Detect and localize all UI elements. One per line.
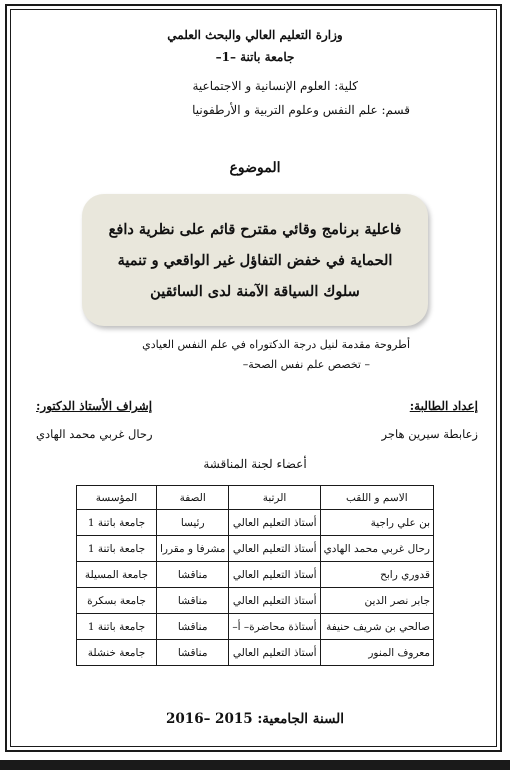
member-institution: جامعة باتنة 1 (77, 614, 157, 640)
member-role: مناقشا (156, 640, 228, 666)
academic-year: السنة الجامعية: 2015 –2016 (166, 711, 344, 727)
member-institution: جامعة خنشلة (77, 640, 157, 666)
thesis-title-box (82, 194, 428, 326)
member-rank: أستاذ التعليم العالي (229, 536, 320, 562)
student-name: زعابطة سيرين هاجر (381, 427, 478, 441)
header-name: الاسم و اللقب (320, 486, 433, 510)
member-name: رحال غربي محمد الهادي (320, 536, 433, 562)
jury-header-row (77, 486, 434, 510)
member-role: مناقشا (156, 562, 228, 588)
thesis-degree: أطروحة مقدمة لنيل درجة الدكتوراه في علم النفس العيادي (142, 338, 410, 351)
member-name: بن علي راجية (320, 510, 433, 536)
bottom-bar (0, 760, 510, 770)
member-role: مشرفا و مقررا (156, 536, 228, 562)
member-name: صالحي بن شريف حنيفة (320, 614, 433, 640)
table-row (77, 510, 434, 536)
member-name: جابر نصر الدين (320, 588, 433, 614)
member-name: قدوري رابح (320, 562, 433, 588)
thesis-description (142, 335, 410, 375)
member-institution: جامعة بسكرة (77, 588, 157, 614)
department-name: قسم: علم النفس وعلوم التربية و الأرطفونيا (192, 103, 410, 117)
member-role: مناقشا (156, 588, 228, 614)
jury-table (76, 485, 434, 666)
ministry-name: وزارة التعليم العالي والبحث العلمي (167, 28, 343, 42)
supervised-by-label: إشراف الأستاذ الدكتور: (36, 399, 153, 413)
title-line: سلوك السياقة الآمنة لدى السائقين (150, 282, 360, 300)
supervisor-name: رحال غربي محمد الهادي (36, 427, 153, 441)
member-rank: أستاذ التعليم العالي (229, 562, 320, 588)
header-role: الصفة (156, 486, 228, 510)
member-institution: جامعة باتنة 1 (77, 510, 157, 536)
prepared-by-label: إعداد الطالبة: (409, 399, 478, 413)
header-rank: الرتبة (229, 486, 320, 510)
institution-header (0, 24, 510, 68)
table-row (77, 536, 434, 562)
table-row (77, 588, 434, 614)
member-name: معروف المنور (320, 640, 433, 666)
member-rank: أستاذة محاضرة– أ– (229, 614, 320, 640)
member-role: رئيسا (156, 510, 228, 536)
jury-title: أعضاء لجنة المناقشة (203, 457, 307, 471)
member-rank: أستاذ التعليم العالي (229, 640, 320, 666)
member-institution: جامعة المسيلة (77, 562, 157, 588)
title-line: الحماية في خفض التفاؤل غير الواقعي و تنمية (117, 251, 393, 269)
header-institution: المؤسسة (77, 486, 157, 510)
table-row (77, 614, 434, 640)
table-row (77, 562, 434, 588)
thesis-specialty: – تخصص علم نفس الصحة– (242, 358, 370, 371)
university-name: جامعة باتنة –1– (215, 50, 295, 64)
title-line: فاعلية برنامج وقائي مقترح قائم على نظرية دافع (108, 220, 402, 238)
member-role: مناقشا (156, 614, 228, 640)
member-rank: أستاذ التعليم العالي (229, 588, 320, 614)
member-rank: أستاذ التعليم العالي (229, 510, 320, 536)
subject-label: الموضوع (229, 160, 281, 176)
table-row (77, 640, 434, 666)
member-institution: جامعة باتنة 1 (77, 536, 157, 562)
faculty-name: كلية: العلوم الإنسانية و الاجتماعية (192, 79, 358, 93)
